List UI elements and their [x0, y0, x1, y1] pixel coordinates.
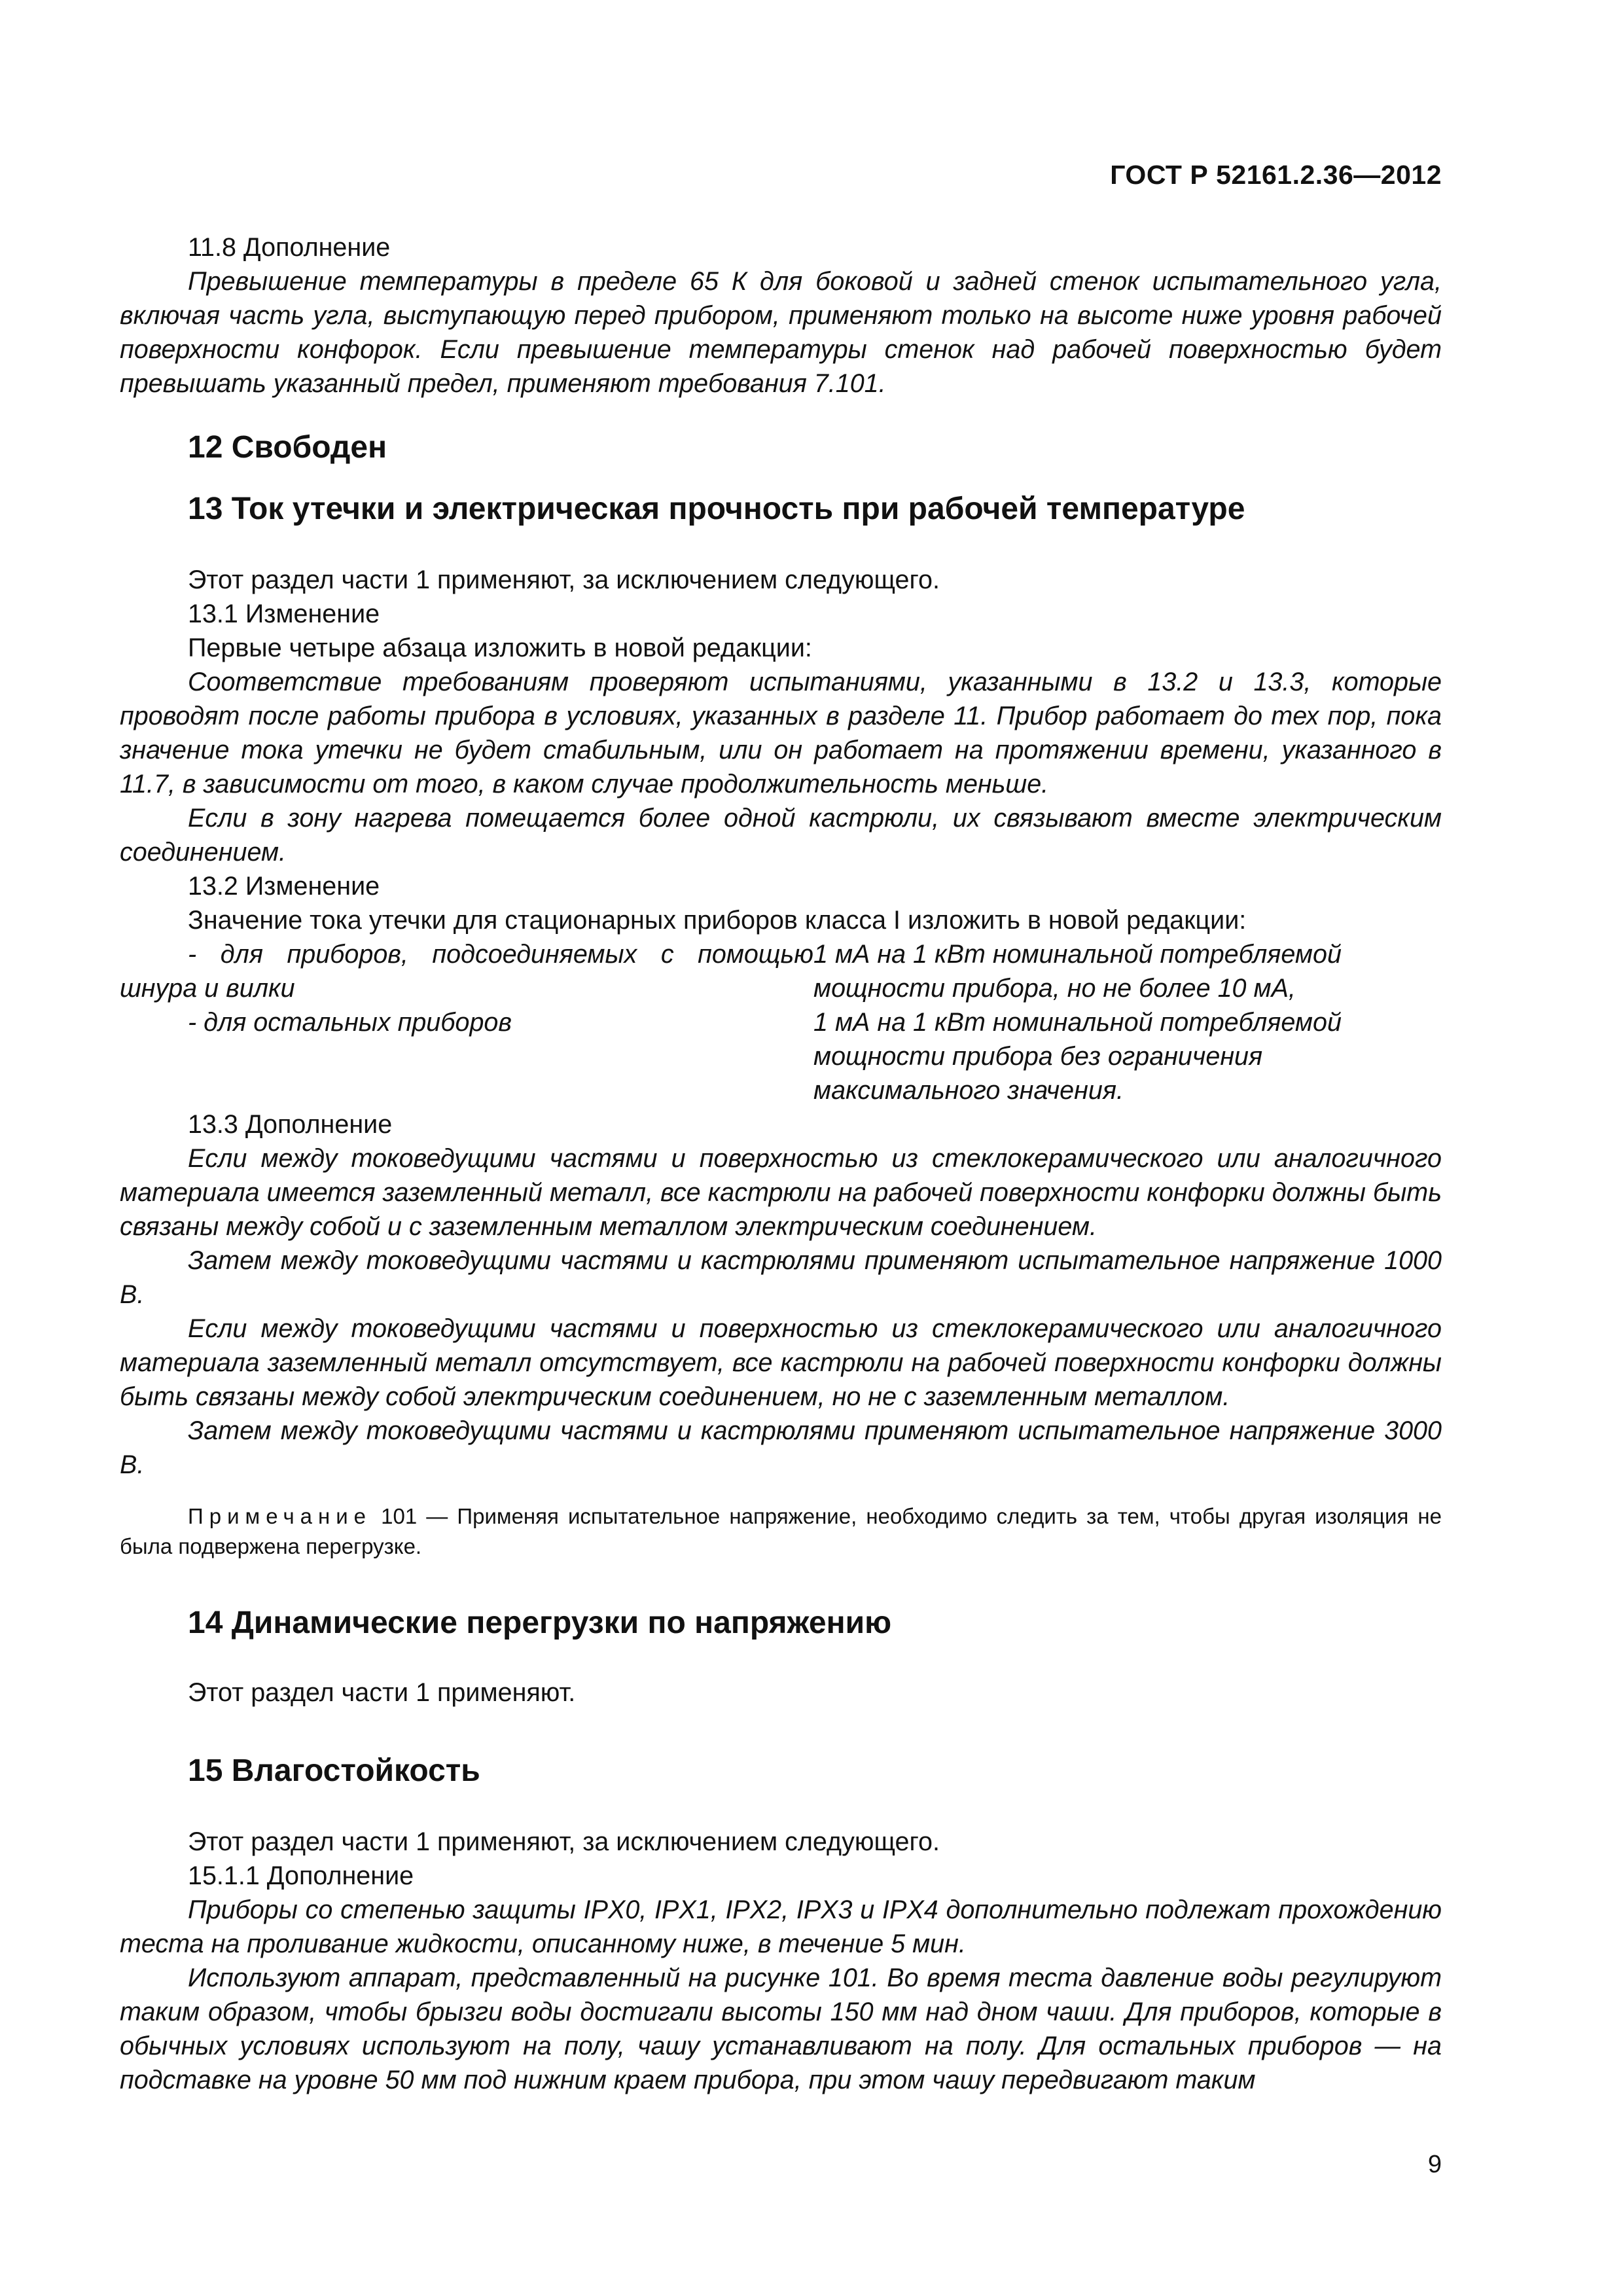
clause-13-3-italic-4: Затем между токоведущими частями и кастрюлями применяют испытательное напряжение 3000 В.	[120, 1416, 1442, 1479]
clause-15-1-1-italic-1: Приборы со степенью защиты IPX0, IPX1, IPX2, IPX3 и IPX4 дополнительно подлежат прохождению теста на проливание жидкости, описанному ниже, в течение 5 мин.	[120, 1895, 1442, 1958]
leakage-row-1-left: - для приборов, подсоединяемых с помощью шнура и вилки	[120, 940, 813, 1003]
clause-13-2-text: Значение тока утечки для стационарных приборов класса I изложить в новой редакции:	[188, 906, 1247, 935]
leakage-row-2-right: 1 мА на 1 кВт номинальной потребляемой мощности прибора без ограничения максимального значения.	[813, 1008, 1342, 1105]
clause-13-2-label: 13.2 Изменение	[188, 872, 380, 901]
section-14-text: Этот раздел части 1 применяют.	[188, 1678, 576, 1707]
section-14-heading: 14 Динамические перегрузки по напряжению	[188, 1605, 892, 1640]
section-13-intro: Этот раздел части 1 применяют, за исключением следующего.	[188, 565, 940, 594]
clause-13-1-label: 13.1 Изменение	[188, 600, 380, 628]
clause-15-1-1-label: 15.1.1 Дополнение	[188, 1861, 414, 1890]
note-101	[120, 1501, 1442, 1562]
leakage-row-2-left: - для остальных приборов	[188, 1008, 512, 1037]
section-12-heading: 12 Свободен	[188, 430, 387, 465]
leakage-row-2	[120, 1005, 1442, 1107]
section-15-intro: Этот раздел части 1 применяют, за исключением следующего.	[188, 1827, 940, 1856]
note-label: Примечание	[188, 1504, 372, 1528]
clause-13-1-italic-1: Соответствие требованиям проверяют испытаниями, указанными в 13.2 и 13.3, которые проводят после работы прибора в условиях, указанных в разделе 11. Прибор работает до тех пор, пока значение тока утечки не будет стабильным, или он работает на протяжении времени, указанного в 11.7, в зависимости от того, в каком случае продолжительность меньше.	[120, 668, 1442, 798]
clause-15-1-1-italic-2: Используют аппарат, представленный на рисунке 101. Во время теста давление воды регулируют таким образом, чтобы брызги воды достигали высоты 150 мм над дном чаши. Для приборов, которые в обычных условиях используют на полу, чашу устанавливают на полу. Для остальных приборов — на подставке на уровне 50 мм под нижним краем прибора, при этом чашу передвигают таким	[120, 1964, 1442, 2094]
section-15-heading: 15 Влагостойкость	[188, 1753, 480, 1788]
clause-13-1-italic-2: Если в зону нагрева помещается более одной кастрюли, их связывают вместе электрическим соединением.	[120, 804, 1442, 867]
page-number: 9	[1427, 2151, 1442, 2178]
clause-11-8-label: 11.8 Дополнение	[188, 233, 391, 262]
clause-13-3-italic-3: Если между токоведущими частями и поверхностью из стеклокерамического или аналогичного материала заземленный металл отсутствует, все кастрюли на рабочей поверхности конфорки должны быть связаны между собой электрическим соединением, но не с заземленным металлом.	[120, 1314, 1442, 1411]
leakage-row-1	[120, 937, 1442, 1005]
note-text: 101 — Применяя испытательное напряжение, необходимо следить за тем, чтобы другая изоляция не была подвержена перегрузке.	[120, 1504, 1442, 1558]
section-13-heading: 13 Ток утечки и электрическая прочность при рабочей температуре	[188, 492, 1245, 526]
leakage-row-1-right: 1 мА на 1 кВт номинальной потребляемой мощности прибора, но не более 10 мА,	[813, 940, 1342, 1003]
document-body	[120, 230, 1442, 2097]
clause-13-3-label: 13.3 Дополнение	[188, 1110, 393, 1139]
clause-11-8-text: Превышение температуры в пределе 65 К для боковой и задней стенок испытательного угла, включая часть угла, выступающую перед прибором, применяют только на высоте ниже уровня рабочей поверхности конфорок. Если превышение температуры стенок над рабочей поверхностью будет превышать указанный предел, применяют требования 7.101.	[120, 267, 1442, 398]
clause-13-3-italic-2: Затем между токоведущими частями и кастрюлями применяют испытательное напряжение 1000 В.	[120, 1246, 1442, 1309]
clause-13-1-text: Первые четыре абзаца изложить в новой редакции:	[188, 634, 812, 662]
clause-13-3-italic-1: Если между токоведущими частями и поверхностью из стеклокерамического или аналогичного материала имеется заземленный металл, все кастрюли на рабочей поверхности конфорки должны быть связаны между собой и с заземленным металлом электрическим соединением.	[120, 1144, 1442, 1241]
document-page	[120, 0, 1442, 2296]
document-code-header: ГОСТ Р 52161.2.36—2012	[1110, 160, 1442, 190]
